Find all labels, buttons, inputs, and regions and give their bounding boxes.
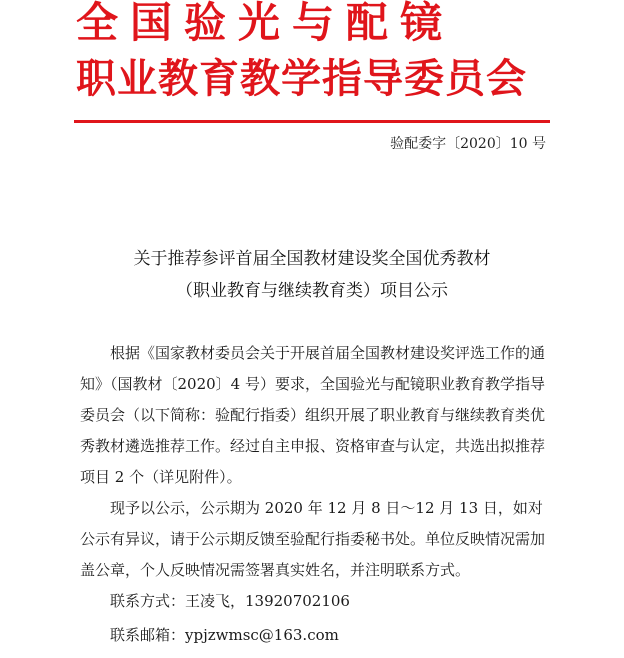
- paragraph-1: 根据《国家教材委员会关于开展首届全国教材建设奖评选工作的通知》（国教材〔2020〕4 号）要求，全国验光与配镜职业教育教学指导委员会（以下简称：验配行指委）组织开展了职业教育与继续教育类优秀教材遴选推荐工作。经过自主申报、资格审查与认定，共选出拟推荐项目 2 个（详见附件）。: [80, 344, 546, 486]
- title-line2: （职业教育与继续教育类）项目公示: [176, 281, 448, 301]
- contact-method: 联系方式：王凌飞，13920702106: [110, 592, 350, 610]
- title-line1: 关于推荐参评首届全国教材建设奖全国优秀教材: [133, 249, 491, 269]
- letterhead-divider: [74, 120, 550, 123]
- document-body: [80, 338, 552, 651]
- contact-email: 联系邮箱：ypjzwmsc@163.com: [110, 626, 339, 644]
- document-title: [80, 243, 544, 307]
- org-name-line1: 全国验光与配镜: [76, 0, 455, 47]
- paragraph-2: 现予以公示，公示期为 2020 年 12 月 8 日～12 月 13 日，如对公示有异议，请于公示期反馈至验配行指委秘书处。单位反映情况需加盖公章，个人反映情况需签署真实姓名，并注明联系方式。: [80, 499, 546, 579]
- document-number: 验配委字〔2020〕10 号: [390, 136, 546, 152]
- org-name-line2: 职业教育教学指导委员会: [76, 56, 527, 102]
